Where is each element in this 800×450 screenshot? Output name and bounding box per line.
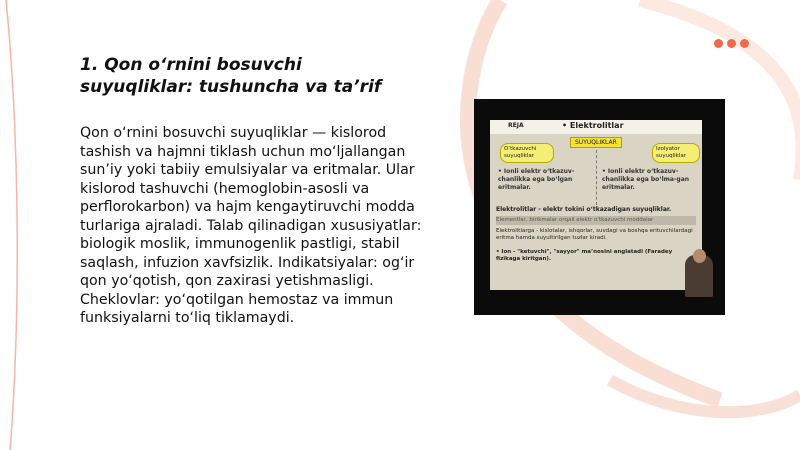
projected-definition: Elektrolitlar - elektr tokini o‘tkazadigan suyuqliklar. [496,206,672,213]
projected-slide-title: • Elektrolitlar [562,121,624,130]
projected-bar: Elementlar, birikmalar orqali elektr o‘tkazuvchi moddalar [496,216,696,225]
projected-slide [490,120,702,290]
slide-title: 1. Qon o‘rnini bosuvchi suyuqliklar: tushuncha va ta’rif [80,55,382,97]
projected-center-box: SUYUQLIKLAR [570,137,622,148]
left-edge-line [6,0,17,450]
projected-slide-header [490,120,702,134]
dot-icon [727,39,736,48]
slide-body-text: Qon o‘rnini bosuvchi suyuqliklar — kislorod tashish va hajmni tiklash uchun mo‘ljallangan sun’iy yoki tabiiy emulsiyalar va eritmalar. Ular kislorod tashuvchi (hemoglobin-asosli va perflorokarbon) va hajm kengaytiruvchi modda turlariga ajraladi. Talab qilinadigan xususiyatlar: biologik moslik, immunogenlik pastligi, stabil saqlash, infuzion xavfsizlik. Indikatsiyalar: og‘ir qon yo‘qotish, qon zaxirasi yetishmasligi. Cheklovlar: yo‘qotilgan hemostaz va immun funksiyalarni to‘liq tiklamaydi. [80,125,422,326]
decorative-dots [714,39,749,48]
projected-left-box: O‘tkazuvchi suyuqliklar [500,143,554,163]
projected-left-bullet: • Ionli elektr o‘tkazuv-chanlikka ega bo‘lgan eritmalar. [498,168,575,191]
projected-slide-reja: REJA [508,122,524,129]
projected-note: • Ion - "ketuvchi", "sayyor" ma’nosini anglatadi (Faradey fizikaga kiritgan). [496,249,673,262]
projected-separator [596,150,597,205]
projected-right-bullet: • Ionli elektr o‘tkazuv-chanlikka ega bo‘lma-gan eritmalar. [602,168,690,191]
lecture-photo [474,99,725,315]
projected-right-box: Izolyator suyuqliklar [652,143,700,163]
dot-icon [740,39,749,48]
presenter-head [693,249,706,263]
projected-paragraph: Elektrolitlarga - kislotalar, ishqorlar, suvdagi va boshqa erituvchilardagi eritma hamda suyultirilgan tuzlar kiradi. [496,228,693,241]
background-arc-bottom [610,380,800,412]
dot-icon [714,39,723,48]
